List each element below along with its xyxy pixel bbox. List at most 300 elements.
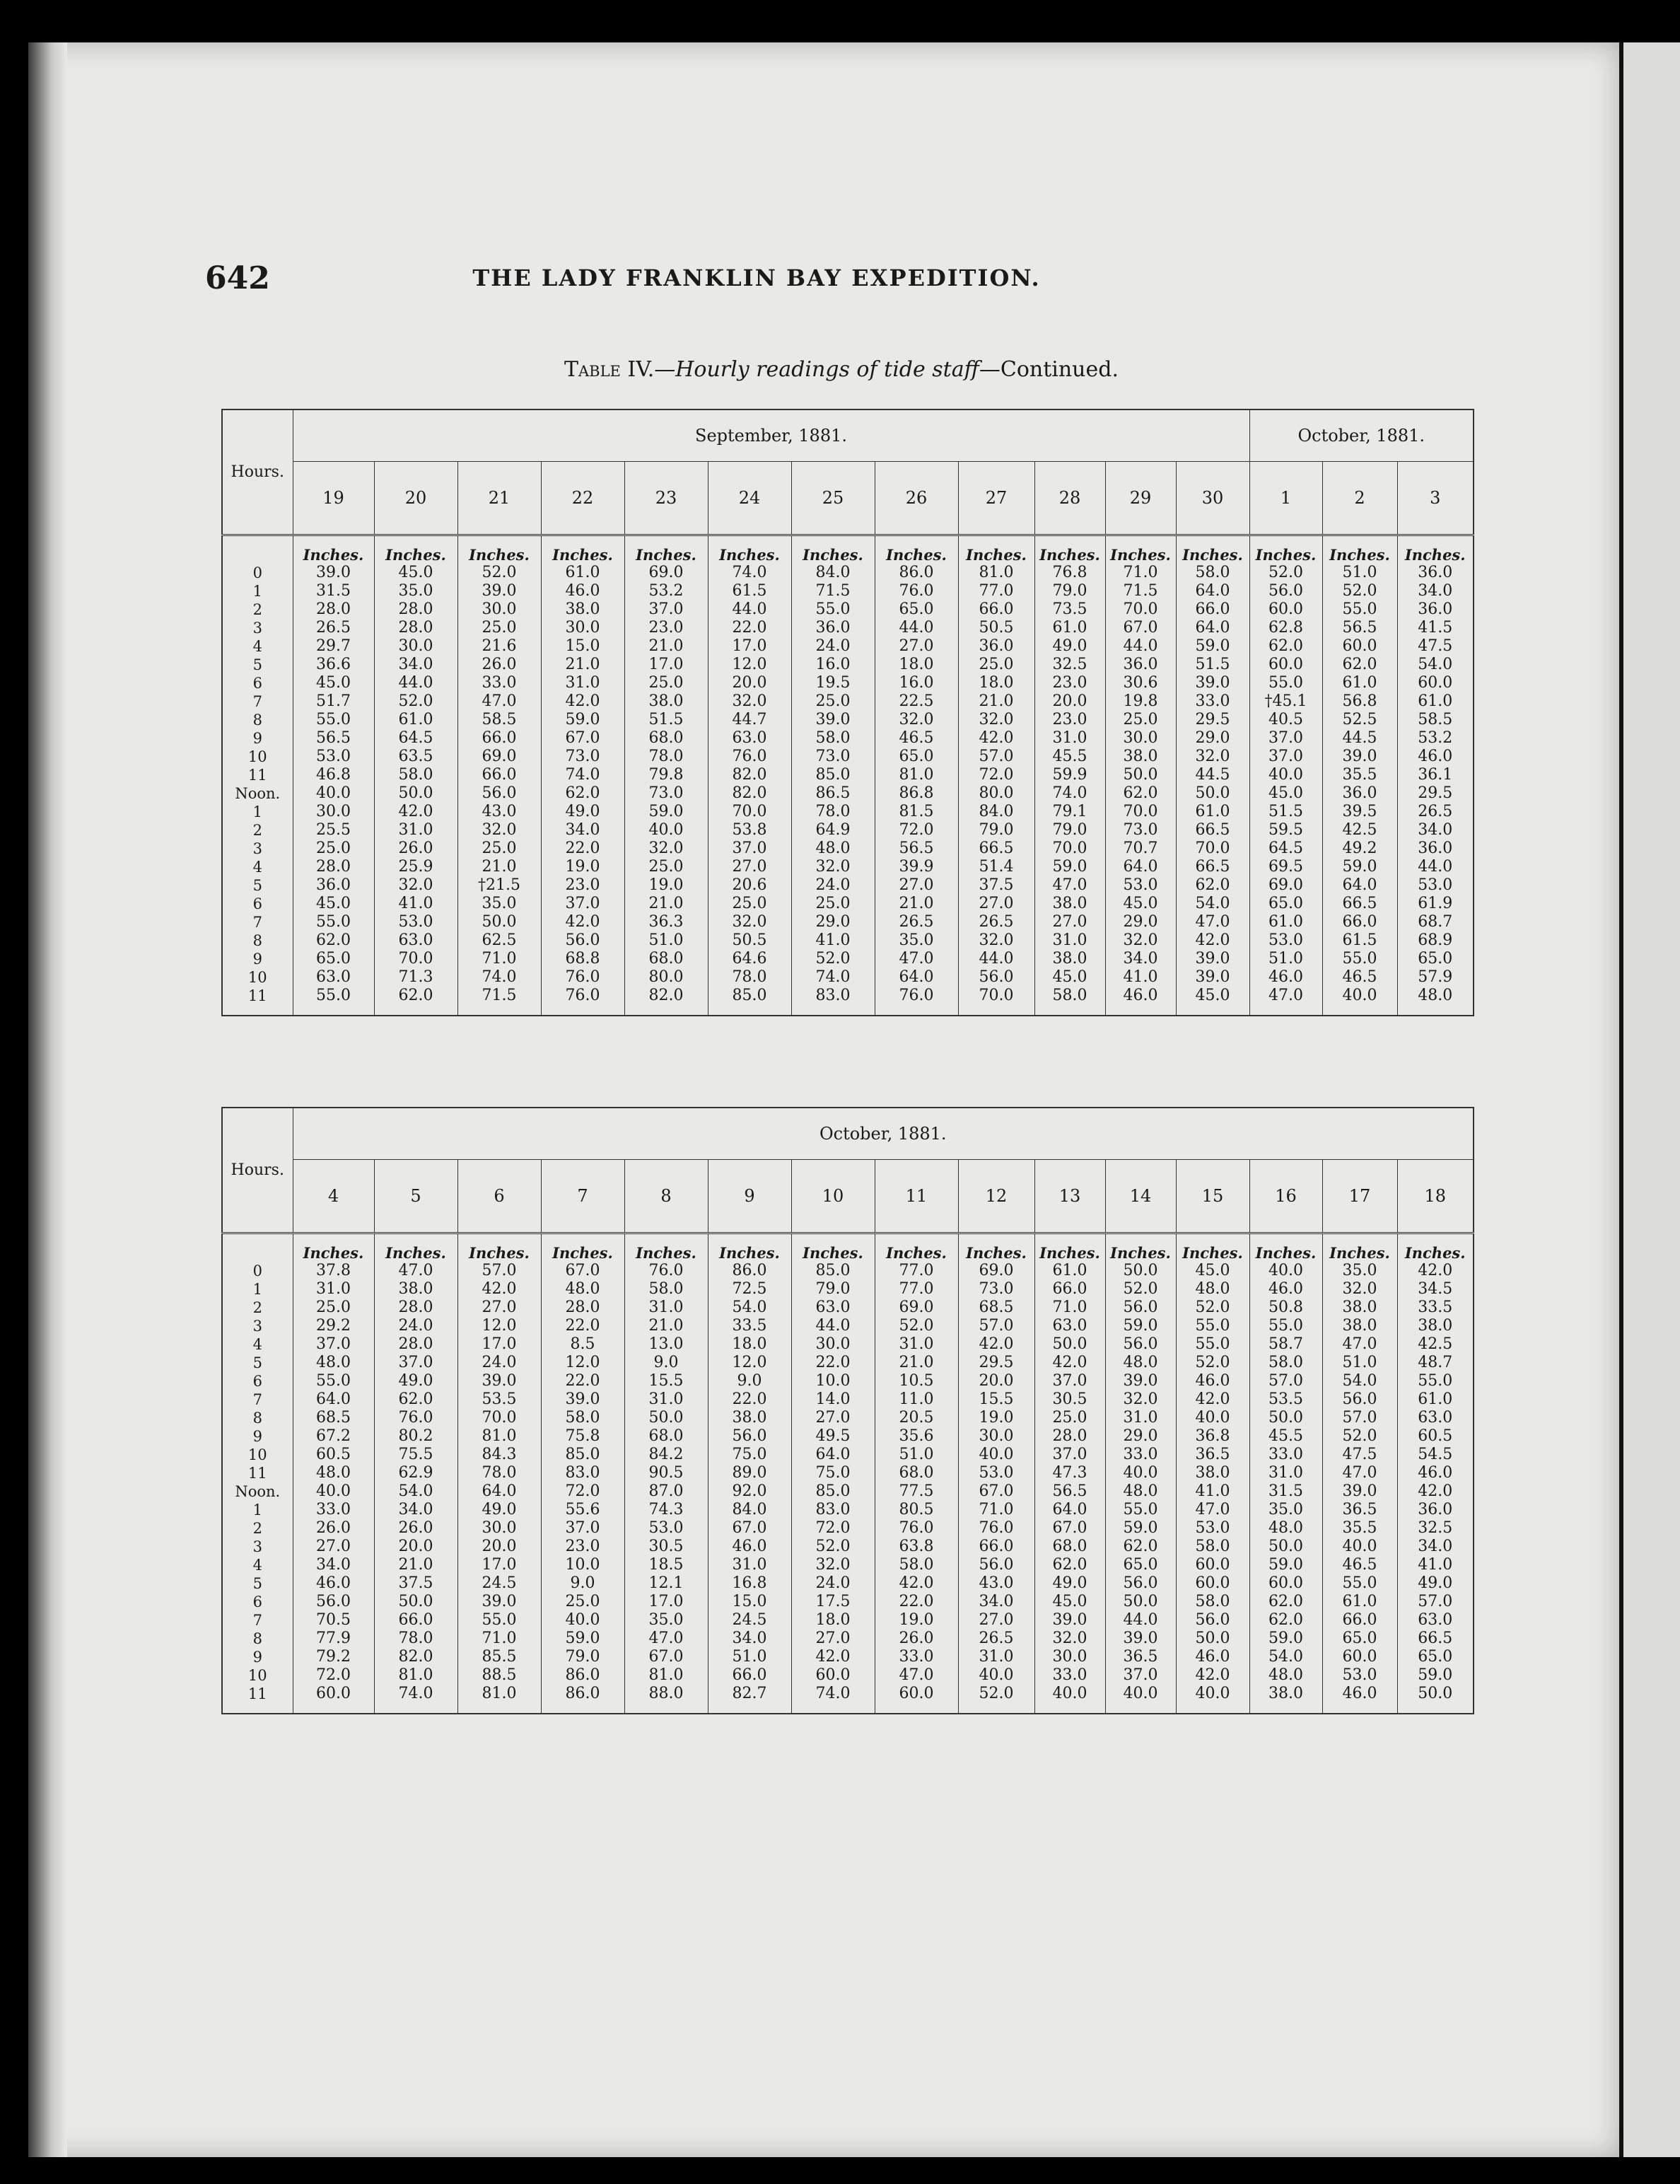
reading-cell: 50.0: [1034, 1335, 1105, 1354]
reading-cell: 29.2: [293, 1317, 374, 1335]
reading-cell: 71.5: [1105, 582, 1176, 600]
reading-cell: 38.0: [1034, 950, 1105, 968]
reading-cell: 32.0: [791, 1556, 875, 1574]
reading-cell: †45.1: [1249, 692, 1322, 711]
reading-cell: 58.0: [1034, 987, 1105, 1016]
reading-cell: 53.0: [1249, 931, 1322, 950]
reading-cell: 50.0: [1176, 1630, 1249, 1648]
reading-cell: 40.0: [293, 784, 374, 803]
reading-cell: 76.0: [875, 1519, 958, 1538]
reading-cell: 65.0: [1249, 895, 1322, 913]
reading-cell: 85.0: [708, 987, 791, 1016]
reading-cell: 66.0: [1176, 600, 1249, 619]
reading-cell: 44.0: [1105, 637, 1176, 656]
reading-cell: 46.8: [293, 766, 374, 784]
reading-cell: 24.0: [457, 1354, 541, 1372]
reading-cell: 56.0: [1249, 582, 1322, 600]
reading-cell: 66.0: [1322, 913, 1397, 931]
reading-cell: 53.5: [457, 1390, 541, 1409]
reading-cell: 27.0: [1034, 913, 1105, 931]
reading-cell: 74.0: [708, 564, 791, 582]
reading-cell: 47.0: [1322, 1464, 1397, 1482]
hour-label: 3: [222, 840, 293, 858]
reading-cell: 70.7: [1105, 840, 1176, 858]
reading-cell: 61.5: [1322, 931, 1397, 950]
hour-label: 1: [222, 1280, 293, 1299]
table-row: [222, 1648, 1474, 1666]
table-row: [222, 1446, 1474, 1464]
reading-cell: 76.0: [624, 1262, 708, 1280]
reading-cell: 18.0: [958, 674, 1034, 692]
table-row: [222, 1556, 1474, 1574]
reading-cell: 30.0: [457, 600, 541, 619]
reading-cell: 65.0: [1105, 1556, 1176, 1574]
reading-cell: 39.0: [1105, 1630, 1176, 1648]
reading-cell: 69.0: [457, 748, 541, 766]
hour-label: 9: [222, 1648, 293, 1666]
reading-cell: 39.0: [457, 582, 541, 600]
reading-cell: 55.0: [1105, 1501, 1176, 1519]
reading-cell: 39.0: [791, 711, 875, 729]
unit-label: Inches.: [457, 1233, 541, 1262]
reading-cell: 68.7: [1397, 913, 1474, 931]
reading-cell: 32.0: [457, 821, 541, 840]
reading-cell: 37.0: [708, 840, 791, 858]
table-row: [222, 1299, 1474, 1317]
reading-cell: 28.0: [374, 600, 457, 619]
reading-cell: 86.5: [791, 784, 875, 803]
reading-cell: 20.0: [1034, 692, 1105, 711]
table-row: [222, 1390, 1474, 1409]
table-row: [222, 840, 1474, 858]
reading-cell: 62.0: [541, 784, 624, 803]
reading-cell: 17.5: [791, 1593, 875, 1611]
day-header: 26: [875, 462, 958, 535]
reading-cell: 39.0: [1034, 1611, 1105, 1630]
hour-label: 4: [222, 858, 293, 876]
unit-label: Inches.: [541, 1233, 624, 1262]
reading-cell: 45.0: [1249, 784, 1322, 803]
reading-cell: 71.0: [457, 1630, 541, 1648]
page-title: THE LADY FRANKLIN BAY EXPEDITION.: [472, 265, 1041, 291]
reading-cell: 25.0: [708, 895, 791, 913]
reading-cell: 58.0: [791, 729, 875, 748]
table-label: Table IV.: [564, 357, 655, 382]
reading-cell: 25.0: [1034, 1409, 1105, 1427]
reading-cell: 44.0: [1397, 858, 1474, 876]
reading-cell: 40.0: [958, 1446, 1034, 1464]
reading-cell: 64.0: [1176, 619, 1249, 637]
reading-cell: 70.0: [457, 1409, 541, 1427]
reading-cell: 48.0: [293, 1354, 374, 1372]
reading-cell: 52.0: [1322, 1427, 1397, 1446]
table-row: [222, 1593, 1474, 1611]
reading-cell: 53.0: [1397, 876, 1474, 895]
unit-label: Inches.: [791, 535, 875, 564]
unit-label: Inches.: [457, 535, 541, 564]
hour-label: 7: [222, 1611, 293, 1630]
reading-cell: 31.0: [541, 674, 624, 692]
reading-cell: 59.0: [1105, 1317, 1176, 1335]
table-row: [222, 1372, 1474, 1390]
reading-cell: 66.5: [1397, 1630, 1474, 1648]
hour-label: 11: [222, 1464, 293, 1482]
reading-cell: 59.0: [1322, 858, 1397, 876]
reading-cell: 46.5: [875, 729, 958, 748]
reading-cell: 31.0: [875, 1335, 958, 1354]
reading-cell: 66.0: [958, 1538, 1034, 1556]
reading-cell: 51.0: [1322, 1354, 1397, 1372]
reading-cell: 30.0: [1105, 729, 1176, 748]
reading-cell: 38.0: [624, 692, 708, 711]
reading-cell: 49.2: [1322, 840, 1397, 858]
reading-cell: 65.0: [1322, 1630, 1397, 1648]
day-header: 29: [1105, 462, 1176, 535]
reading-cell: 45.0: [293, 895, 374, 913]
reading-cell: 39.0: [1322, 1482, 1397, 1501]
reading-cell: 57.0: [958, 748, 1034, 766]
reading-cell: 19.8: [1105, 692, 1176, 711]
reading-cell: 66.5: [1176, 858, 1249, 876]
reading-cell: 81.5: [875, 803, 958, 821]
reading-cell: 32.0: [1034, 1630, 1105, 1648]
unit-label: Inches.: [374, 535, 457, 564]
reading-cell: 80.0: [958, 784, 1034, 803]
hour-label: 9: [222, 1427, 293, 1446]
reading-cell: 69.5: [1249, 858, 1322, 876]
reading-cell: 56.0: [1105, 1299, 1176, 1317]
reading-cell: 73.0: [791, 748, 875, 766]
reading-cell: 79.0: [1034, 582, 1105, 600]
month-header: October, 1881.: [1249, 410, 1474, 462]
reading-cell: 75.8: [541, 1427, 624, 1446]
reading-cell: 44.0: [708, 600, 791, 619]
reading-cell: 68.0: [624, 729, 708, 748]
reading-cell: 38.0: [1322, 1299, 1397, 1317]
reading-cell: 67.0: [708, 1519, 791, 1538]
reading-cell: 31.0: [1034, 729, 1105, 748]
reading-cell: 54.0: [374, 1482, 457, 1501]
reading-cell: 68.5: [293, 1409, 374, 1427]
reading-cell: 44.0: [875, 619, 958, 637]
reading-cell: 40.5: [1249, 711, 1322, 729]
reading-cell: 66.0: [457, 729, 541, 748]
reading-cell: 21.0: [875, 1354, 958, 1372]
reading-cell: 29.5: [1176, 711, 1249, 729]
reading-cell: 31.0: [708, 1556, 791, 1574]
reading-cell: 55.0: [1322, 600, 1397, 619]
reading-cell: 56.0: [1105, 1574, 1176, 1593]
table-row: [222, 876, 1474, 895]
reading-cell: 59.5: [1249, 821, 1322, 840]
reading-cell: 86.0: [541, 1685, 624, 1714]
reading-cell: 77.0: [958, 582, 1034, 600]
reading-cell: 29.0: [1176, 729, 1249, 748]
hour-label: 3: [222, 1317, 293, 1335]
reading-cell: 40.0: [1034, 1685, 1105, 1714]
unit-label: Inches.: [1176, 535, 1249, 564]
reading-cell: 18.0: [875, 656, 958, 674]
hour-label: 10: [222, 1666, 293, 1685]
table-row: [222, 1335, 1474, 1354]
reading-cell: 28.0: [293, 600, 374, 619]
reading-cell: 51.4: [958, 858, 1034, 876]
reading-cell: 40.0: [1176, 1685, 1249, 1714]
reading-cell: 47.0: [1176, 913, 1249, 931]
reading-cell: 24.0: [791, 1574, 875, 1593]
reading-cell: 56.0: [958, 968, 1034, 987]
reading-cell: 77.5: [875, 1482, 958, 1501]
hour-label: Noon.: [222, 784, 293, 803]
reading-cell: 87.0: [624, 1482, 708, 1501]
reading-cell: 34.0: [1105, 950, 1176, 968]
reading-cell: 84.0: [958, 803, 1034, 821]
reading-cell: 45.0: [293, 674, 374, 692]
reading-cell: 21.6: [457, 637, 541, 656]
day-header: 8: [624, 1160, 708, 1233]
reading-cell: 50.0: [1176, 784, 1249, 803]
reading-cell: 34.0: [958, 1593, 1034, 1611]
hour-label: 8: [222, 931, 293, 950]
reading-cell: 67.0: [1034, 1519, 1105, 1538]
day-header: 19: [293, 462, 374, 535]
hour-label: 6: [222, 1372, 293, 1390]
reading-cell: 63.8: [875, 1538, 958, 1556]
reading-cell: 54.5: [1397, 1446, 1474, 1464]
reading-cell: 12.0: [708, 656, 791, 674]
unit-label: Inches.: [1034, 535, 1105, 564]
reading-cell: 51.0: [875, 1446, 958, 1464]
reading-cell: 66.0: [708, 1666, 791, 1685]
reading-cell: 20.6: [708, 876, 791, 895]
reading-cell: 52.0: [1176, 1299, 1249, 1317]
reading-cell: 27.0: [875, 637, 958, 656]
table-row: [222, 1611, 1474, 1630]
reading-cell: 37.0: [541, 1519, 624, 1538]
hour-label: 4: [222, 637, 293, 656]
reading-cell: 24.0: [791, 637, 875, 656]
reading-cell: 34.0: [1397, 821, 1474, 840]
reading-cell: 29.0: [1105, 913, 1176, 931]
table-row: [222, 987, 1474, 1016]
reading-cell: 61.0: [1249, 913, 1322, 931]
reading-cell: 85.0: [791, 766, 875, 784]
reading-cell: 74.0: [1034, 784, 1105, 803]
reading-cell: 25.0: [293, 840, 374, 858]
reading-cell: 78.0: [374, 1630, 457, 1648]
reading-cell: 58.0: [1176, 564, 1249, 582]
reading-cell: 25.0: [541, 1593, 624, 1611]
reading-cell: 64.0: [791, 1446, 875, 1464]
reading-cell: 76.0: [541, 987, 624, 1016]
reading-cell: 40.0: [541, 1611, 624, 1630]
reading-cell: 61.9: [1397, 895, 1474, 913]
reading-cell: 68.9: [1397, 931, 1474, 950]
reading-cell: 25.0: [958, 656, 1034, 674]
hour-label: 10: [222, 968, 293, 987]
reading-cell: 22.0: [541, 1372, 624, 1390]
reading-cell: 84.0: [708, 1501, 791, 1519]
reading-cell: 81.0: [374, 1666, 457, 1685]
reading-cell: 62.0: [1176, 876, 1249, 895]
reading-cell: 73.0: [958, 1280, 1034, 1299]
hour-label: 7: [222, 1390, 293, 1409]
reading-cell: 50.0: [374, 1593, 457, 1611]
reading-cell: 35.0: [875, 931, 958, 950]
reading-cell: 80.2: [374, 1427, 457, 1446]
reading-cell: 46.0: [1397, 748, 1474, 766]
reading-cell: 41.0: [374, 895, 457, 913]
reading-cell: 23.0: [541, 876, 624, 895]
reading-cell: 62.0: [1249, 1593, 1322, 1611]
reading-cell: 19.0: [624, 876, 708, 895]
reading-cell: 40.0: [1249, 766, 1322, 784]
reading-cell: 27.0: [708, 858, 791, 876]
reading-cell: 40.0: [1322, 987, 1397, 1016]
reading-cell: 18.5: [624, 1556, 708, 1574]
reading-cell: 25.0: [457, 619, 541, 637]
reading-cell: 44.5: [1176, 766, 1249, 784]
reading-cell: 28.0: [374, 1299, 457, 1317]
reading-cell: 60.0: [1397, 674, 1474, 692]
reading-cell: 38.0: [1034, 895, 1105, 913]
reading-cell: 26.0: [293, 1519, 374, 1538]
day-header: 13: [1034, 1160, 1105, 1233]
reading-cell: 56.0: [1322, 1390, 1397, 1409]
reading-cell: 72.0: [293, 1666, 374, 1685]
reading-cell: 70.0: [1105, 803, 1176, 821]
reading-cell: 50.0: [374, 784, 457, 803]
reading-cell: 70.0: [374, 950, 457, 968]
reading-cell: 63.0: [791, 1299, 875, 1317]
reading-cell: 71.5: [457, 987, 541, 1016]
reading-cell: 41.0: [1176, 1482, 1249, 1501]
reading-cell: 78.0: [624, 748, 708, 766]
reading-cell: 67.0: [541, 1262, 624, 1280]
reading-cell: 33.0: [293, 1501, 374, 1519]
reading-cell: 47.0: [1034, 876, 1105, 895]
reading-cell: 38.0: [374, 1280, 457, 1299]
hour-label: 5: [222, 876, 293, 895]
reading-cell: 53.0: [1176, 1519, 1249, 1538]
day-header: 14: [1105, 1160, 1176, 1233]
reading-cell: 48.0: [1249, 1519, 1322, 1538]
reading-cell: 32.0: [1322, 1280, 1397, 1299]
day-header: 4: [293, 1160, 374, 1233]
reading-cell: 53.0: [374, 913, 457, 931]
table-row: [222, 1482, 1474, 1501]
reading-cell: 68.0: [875, 1464, 958, 1482]
reading-cell: 44.0: [791, 1317, 875, 1335]
page-number: 642: [205, 260, 270, 296]
reading-cell: 52.0: [374, 692, 457, 711]
reading-cell: 64.9: [791, 821, 875, 840]
reading-cell: 67.2: [293, 1427, 374, 1446]
reading-cell: 34.0: [293, 1556, 374, 1574]
reading-cell: 39.0: [457, 1593, 541, 1611]
reading-cell: 78.0: [457, 1464, 541, 1482]
reading-cell: 35.5: [1322, 766, 1397, 784]
hour-label: 3: [222, 1538, 293, 1556]
reading-cell: 30.5: [624, 1538, 708, 1556]
reading-cell: 41.5: [1397, 619, 1474, 637]
day-header: 20: [374, 462, 457, 535]
reading-cell: 54.0: [1249, 1648, 1322, 1666]
reading-cell: 71.0: [958, 1501, 1034, 1519]
reading-cell: 55.0: [1176, 1335, 1249, 1354]
reading-cell: 46.0: [541, 582, 624, 600]
reading-cell: 34.0: [374, 656, 457, 674]
reading-cell: 12.0: [541, 1354, 624, 1372]
reading-cell: 48.0: [541, 1280, 624, 1299]
reading-cell: 78.0: [791, 803, 875, 821]
reading-cell: 45.0: [1034, 1593, 1105, 1611]
reading-cell: 64.6: [708, 950, 791, 968]
day-header: 23: [624, 462, 708, 535]
hour-label: 1: [222, 582, 293, 600]
day-header: 9: [708, 1160, 791, 1233]
reading-cell: 92.0: [708, 1482, 791, 1501]
day-header: 12: [958, 1160, 1034, 1233]
reading-cell: 90.5: [624, 1464, 708, 1482]
reading-cell: 57.9: [1397, 968, 1474, 987]
reading-cell: 62.0: [1249, 637, 1322, 656]
reading-cell: 58.0: [1249, 1354, 1322, 1372]
reading-cell: 29.5: [1397, 784, 1474, 803]
reading-cell: 39.0: [293, 564, 374, 582]
hour-label: Noon.: [222, 1482, 293, 1501]
reading-cell: 53.0: [624, 1519, 708, 1538]
reading-cell: 56.5: [293, 729, 374, 748]
reading-cell: 81.0: [457, 1685, 541, 1714]
hour-label: 4: [222, 1556, 293, 1574]
reading-cell: 59.9: [1034, 766, 1105, 784]
table-row: [222, 729, 1474, 748]
reading-cell: 51.5: [624, 711, 708, 729]
reading-cell: 39.0: [1176, 950, 1249, 968]
reading-cell: 47.5: [1322, 1446, 1397, 1464]
table-row: [222, 1630, 1474, 1648]
reading-cell: 47.0: [875, 950, 958, 968]
reading-cell: 25.0: [791, 895, 875, 913]
reading-cell: 64.0: [1034, 1501, 1105, 1519]
reading-cell: 58.5: [1397, 711, 1474, 729]
reading-cell: 61.0: [1034, 1262, 1105, 1280]
reading-cell: 37.0: [1249, 748, 1322, 766]
reading-cell: 69.0: [1249, 876, 1322, 895]
reading-cell: 55.0: [457, 1611, 541, 1630]
reading-cell: 80.5: [875, 1501, 958, 1519]
reading-cell: 45.0: [1034, 968, 1105, 987]
reading-cell: 42.0: [1397, 1482, 1474, 1501]
reading-cell: 29.7: [293, 637, 374, 656]
reading-cell: 42.0: [1176, 931, 1249, 950]
reading-cell: 19.0: [958, 1409, 1034, 1427]
reading-cell: 15.5: [958, 1390, 1034, 1409]
reading-cell: 60.0: [875, 1685, 958, 1714]
reading-cell: 35.0: [1322, 1262, 1397, 1280]
reading-cell: 46.0: [1176, 1648, 1249, 1666]
reading-cell: 21.0: [624, 1317, 708, 1335]
reading-cell: 60.5: [1397, 1427, 1474, 1446]
reading-cell: 21.0: [374, 1556, 457, 1574]
reading-cell: 10.0: [541, 1556, 624, 1574]
reading-cell: 50.5: [708, 931, 791, 950]
reading-cell: 62.0: [1105, 1538, 1176, 1556]
reading-cell: 37.0: [624, 600, 708, 619]
reading-cell: 33.5: [708, 1317, 791, 1335]
reading-cell: 33.0: [1176, 692, 1249, 711]
